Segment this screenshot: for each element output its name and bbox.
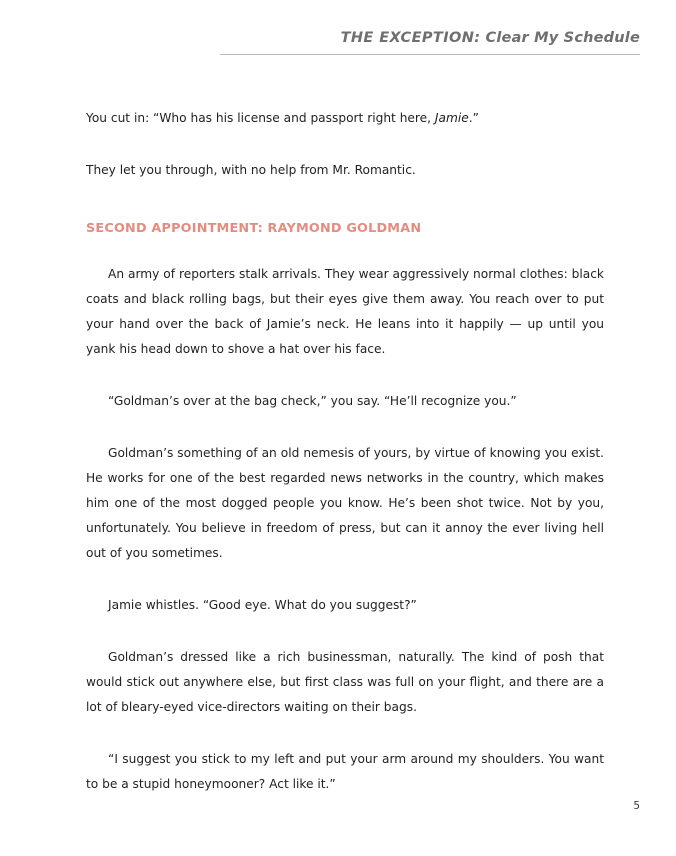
paragraph-text: You cut in: “Who has his license and passport right here, <box>86 111 435 125</box>
par-jamie-whistles <box>86 593 604 618</box>
par-old-nemesis <box>86 441 604 566</box>
paragraph-block-before-heading <box>86 106 604 183</box>
paragraph-text: .” <box>468 111 479 125</box>
paragraph-block-after-heading <box>86 262 604 797</box>
paragraph-text: “I suggest you stick to my left and put your arm around my shoulders. You want to be a stupid honeymooner? Act like it.” <box>86 752 604 791</box>
paragraph-text: An army of reporters stalk arrivals. They wear aggressively normal clothes: black coats and black rolling bags, but their eyes give them away. You reach over to put your hand over the back of Jamie’s neck. He leans into it happily — up until you yank his head down to shove a hat over his face. <box>86 267 604 356</box>
page-body <box>86 106 604 824</box>
paragraph-text: Goldman’s dressed like a rich businessman, naturally. The kind of posh that would stick out anywhere else, but first class was full on your flight, and there are a lot of bleary-eyed vice-directors waiting on their bags. <box>86 650 604 714</box>
par-rich-businessman <box>86 645 604 720</box>
par-suggest-left <box>86 747 604 797</box>
page-number: 5 <box>633 800 640 812</box>
running-header <box>220 30 640 55</box>
running-header-subtitle: : Clear My Schedule <box>474 30 640 46</box>
section-heading: SECOND APPOINTMENT: RAYMOND GOLDMAN <box>86 221 422 236</box>
par-goldman-bagcheck <box>86 389 604 414</box>
par-cut-in <box>86 106 604 131</box>
par-reporters <box>86 262 604 362</box>
paragraph-text: “Goldman’s over at the bag check,” you say. “He’ll recognize you.” <box>108 394 517 408</box>
paragraph-text: Goldman’s something of an old nemesis of yours, by virtue of knowing you exist. He works for one of the best regarded news networks in the country, which makes him one of the most dogged people you know. He’s been shot twice. Not by you, unfortunately. You believe in freedom of press, but can it annoy the ever living hell out of you sometimes. <box>86 446 604 560</box>
running-header-title: THE EXCEPTION <box>340 30 475 46</box>
paragraph-text: Jamie whistles. “Good eye. What do you suggest?” <box>108 598 417 612</box>
running-header-text <box>220 30 640 46</box>
par-let-through <box>86 158 604 183</box>
paragraph-text: They let you through, with no help from Mr. Romantic. <box>86 163 416 177</box>
emphasis-text: Jamie <box>434 111 469 125</box>
